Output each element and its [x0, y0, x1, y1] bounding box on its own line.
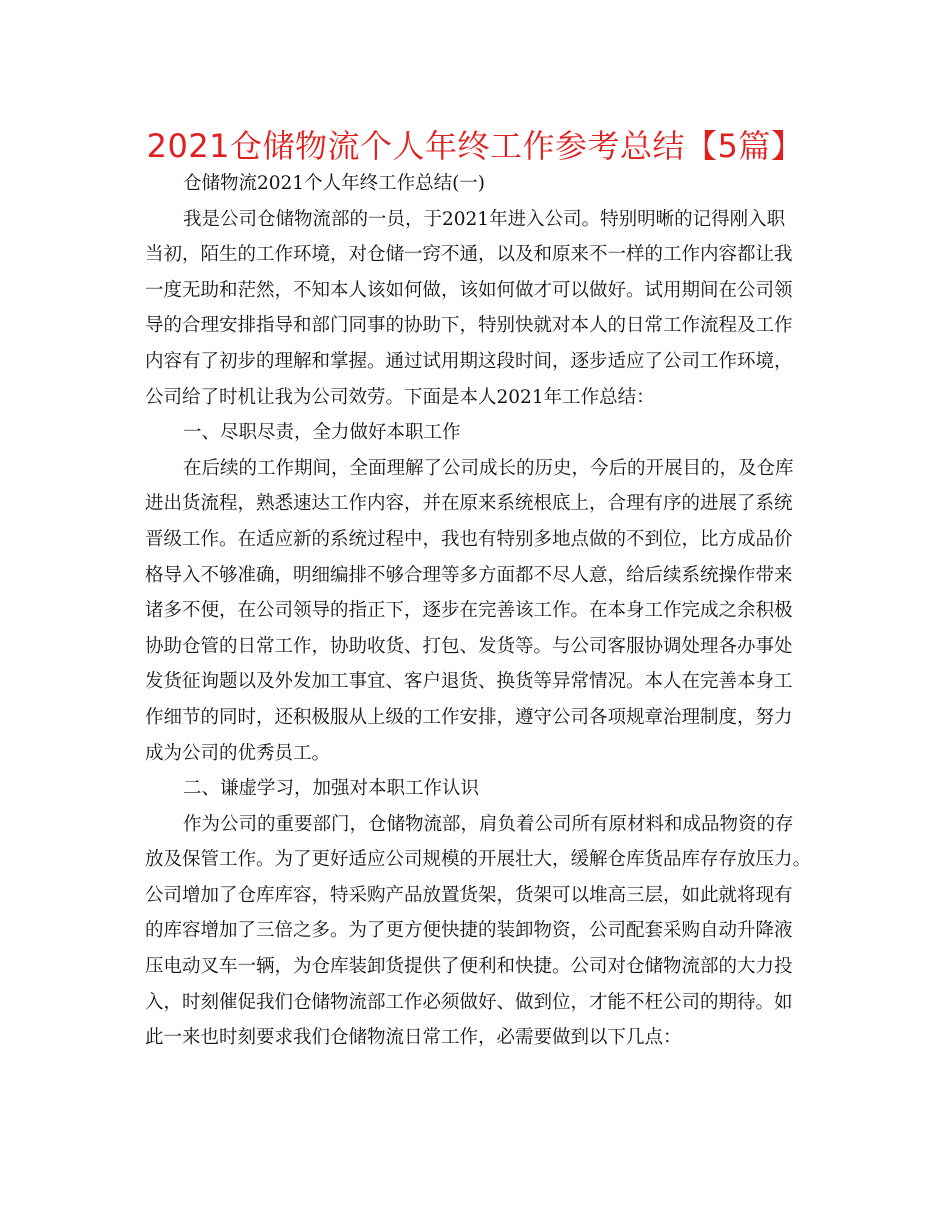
- paragraph-line: 在后续的工作期间，全面理解了公司成长的历史，今后的开展目的，及仓库: [183, 457, 794, 479]
- paragraph-line: 我是公司仓储物流部的一员，于2021年进入公司。特别明晰的记得刚入职: [183, 208, 786, 230]
- paragraph-line: 公司增加了仓库库容，特采购产品放置货架，货架可以堆高三层，如此就将现有: [145, 884, 793, 906]
- paragraph-line: 导的合理安排指导和部门同事的协助下，特别快就对本人的日常工作流程及工作: [145, 315, 793, 337]
- paragraph-line: 内容有了初步的理解和掌握。通过试用期这段时间，逐步适应了公司工作环境，: [145, 350, 793, 372]
- paragraph-line: 的库容增加了三倍之多。为了更方便快捷的装卸物资，公司配套采购自动升降液: [145, 920, 793, 942]
- paragraph-line: 压电动叉车一辆，为仓库装卸货提供了便利和快捷。公司对仓储物流部的大力投: [145, 956, 793, 978]
- paragraph-line: 诸多不便，在公司领导的指正下，逐步在完善该工作。在本身工作完成之余积极: [145, 600, 793, 622]
- paragraph-line: 二、谦虚学习，加强对本职工作认识: [183, 778, 480, 800]
- paragraph-line: 作细节的同时，还积极服从上级的工作安排，遵守公司各项规章治理制度，努力: [145, 706, 793, 728]
- paragraph-line: 公司给了时机让我为公司效劳。下面是本人2021年工作总结：: [145, 386, 655, 408]
- paragraph-line: 仓储物流2021个人年终工作总结(一): [183, 173, 486, 194]
- paragraph-line: 发货征询题以及外发加工事宜、客户退货、换货等异常情况。本人在完善本身工: [145, 671, 793, 693]
- document-body: [145, 166, 812, 1056]
- paragraph-line: 放及保管工作。为了更好适应公司规模的开展壮大，缓解仓库货品库存存放压力。: [145, 849, 812, 871]
- paragraph-line: 当初，陌生的工作环境，对仓储一窍不通，以及和原来不一样的工作内容都让我: [145, 244, 793, 266]
- document-title: 2021仓储物流个人年终工作参考总结【5篇】: [146, 127, 804, 165]
- paragraph-line: 作为公司的重要部门，仓储物流部，肩负着公司所有原材料和成品物资的存: [183, 813, 794, 835]
- paragraph-line: 一度无助和茫然，不知本人该如何做，该如何做才可以做好。试用期间在公司领: [145, 279, 793, 301]
- paragraph-line: 进出货流程，熟悉速达工作内容，并在原来系统根底上，合理有序的进展了系统: [145, 493, 793, 515]
- paragraph-line: 协助仓管的日常工作，协助收货、打包、发货等。与公司客服协调处理各办事处: [145, 635, 793, 657]
- paragraph-line: 此一来也时刻要求我们仓储物流日常工作，必需要做到以下几点：: [145, 1027, 682, 1049]
- paragraph-line: 晋级工作。在适应新的系统过程中，我也有特别多地点做的不到位，比方成品价: [145, 528, 793, 550]
- paragraph-line: 成为公司的优秀员工。: [145, 742, 331, 764]
- paragraph-line: 格导入不够准确，明细编排不够合理等多方面都不尽人意，给后续系统操作带来: [145, 564, 793, 586]
- paragraph-line: 入，时刻催促我们仓储物流部工作必须做好、做到位，才能不枉公司的期待。如: [145, 991, 793, 1013]
- paragraph-line: 一、尽职尽责，全力做好本职工作: [183, 422, 461, 444]
